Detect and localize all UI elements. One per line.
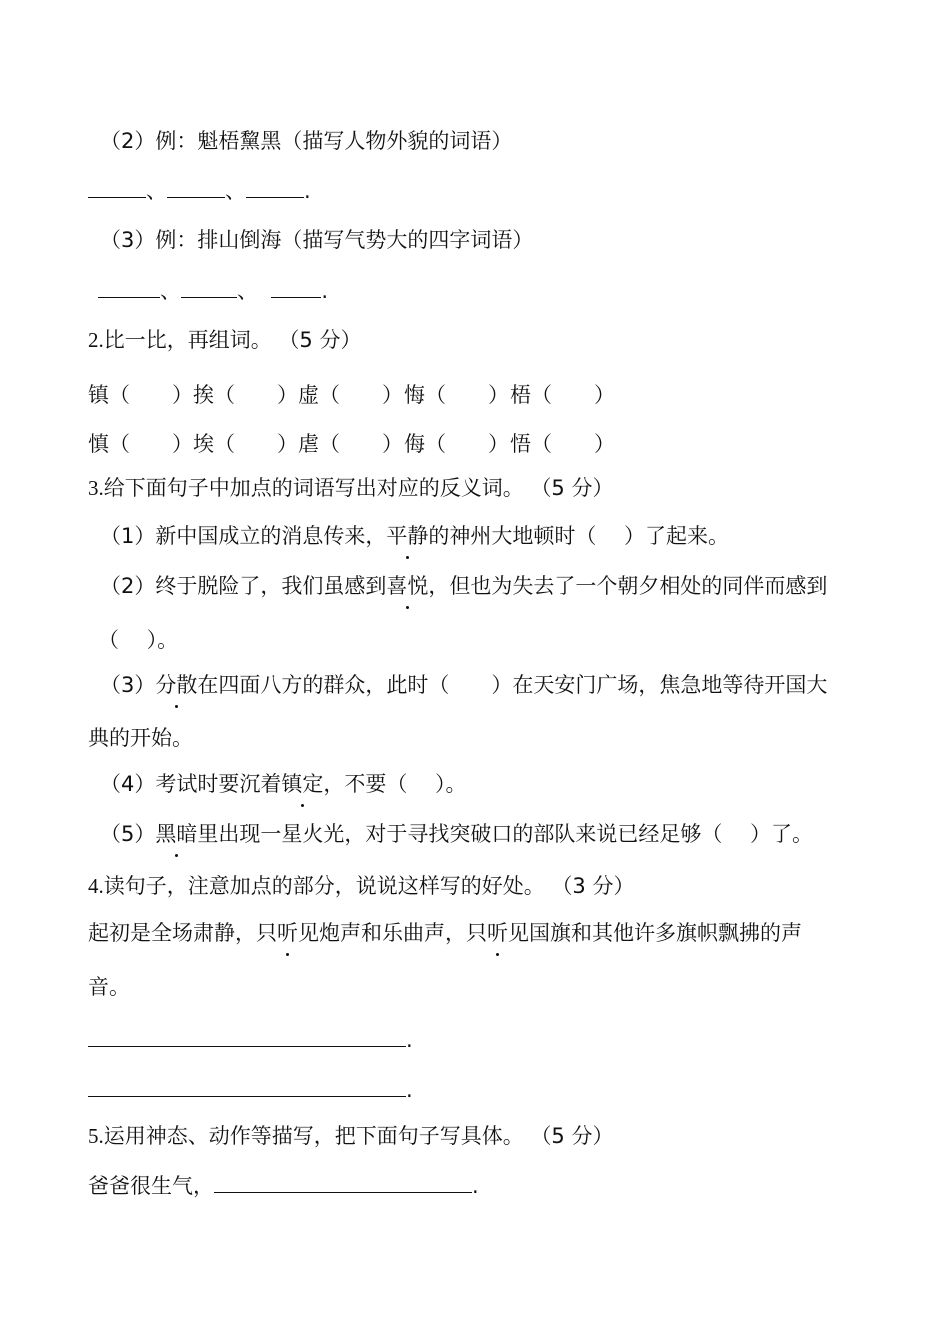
q1-item2-example: 魁梧黧黑: [197, 129, 282, 153]
q2-number: 2.: [88, 328, 104, 352]
q3-sentence-5: （5）黑暗里出现一星火光，对于寻找突破口的部队来说已经足够（ ）了。: [100, 822, 814, 846]
q2-item: 侮（ ）: [404, 432, 509, 456]
q4-heading: [88, 876, 634, 897]
q4-answer-line-1: .: [88, 1030, 413, 1051]
answer-blank[interactable]: [214, 1192, 472, 1193]
dotted-word: 分散: [155, 673, 198, 697]
q3-title: 给下面句子中加点的词语写出对应的反义词。: [103, 476, 524, 500]
q2-heading: [88, 330, 361, 351]
answer-blank[interactable]: [246, 197, 304, 198]
q2-item: 悔（ ）: [404, 383, 509, 407]
q1-item3-number: （3）: [100, 228, 156, 252]
answer-blank[interactable]: [88, 1046, 406, 1047]
q2-item: 镇（ ）: [88, 383, 193, 407]
q1-item3: [100, 230, 533, 251]
q3-sentence-1: （1）新中国成立的消息传来，平静的神州大地顿时（ ）了起来。: [100, 524, 730, 548]
answer-blank[interactable]: [181, 297, 237, 298]
dotted-word: 黑暗: [155, 822, 198, 846]
dotted-word: 平静: [386, 524, 429, 548]
q1-item2: [100, 131, 512, 152]
q2-item: 慎（ ）: [88, 432, 193, 456]
q2-item: 虐（ ）: [298, 432, 403, 456]
q3-sentence-4: （4）考试时要沉着镇定，不要（ ）。: [100, 772, 467, 796]
dotted-word: 镇定: [281, 772, 324, 796]
answer-blank[interactable]: [271, 297, 321, 298]
q3-heading: [88, 478, 613, 499]
q1-item2-answer-blanks: 、 、 .: [88, 181, 311, 202]
answer-blank[interactable]: [98, 297, 160, 298]
q1-item2-hint: （描写人物外貌的词语）: [281, 129, 513, 153]
q4-score: （3 分）: [551, 874, 635, 898]
q2-item: 悟（ ）: [510, 432, 615, 456]
q2-item: 挨（ ）: [193, 383, 298, 407]
q4-sentence-cont: 音。: [88, 975, 130, 999]
q4-title: 读句子，注意加点的部分，说说这样写的好处。: [103, 874, 545, 898]
answer-blank[interactable]: [88, 1096, 406, 1097]
q3-number: 3.: [88, 476, 104, 500]
q2-title: 比一比，再组词。: [103, 328, 272, 352]
q3-sentence-2-cont: （ ）。: [98, 628, 179, 652]
q1-item3-answer-blanks: 、 、 .: [98, 281, 328, 302]
q3-sentence-3: （3）分散在四面八方的群众，此时（ ）在天安门广场，焦急地等待开国大: [100, 673, 828, 697]
q1-item3-example: 排山倒海: [197, 228, 282, 252]
q1-item2-prefix: 例：: [155, 129, 198, 153]
q2-score: （5 分）: [278, 328, 362, 352]
q3-score: （5 分）: [530, 476, 614, 500]
dotted-word: 只听见: [466, 921, 529, 945]
q1-item3-hint: （描写气势大的四字词语）: [281, 228, 534, 252]
q5-score: （5 分）: [530, 1124, 614, 1148]
q2-item: 虚（ ）: [298, 383, 403, 407]
q1-item3-prefix: 例：: [155, 228, 198, 252]
dotted-word: 喜悦: [386, 574, 429, 598]
q3-sentence-3-cont: 典的开始。: [88, 726, 193, 750]
q2-item: 埃（ ）: [193, 432, 298, 456]
q5-sentence: 爸爸很生气， .: [88, 1174, 479, 1198]
answer-blank[interactable]: [88, 197, 146, 198]
q5-heading: [88, 1126, 613, 1147]
q4-number: 4.: [88, 874, 104, 898]
q2-item: 梧（ ）: [510, 383, 615, 407]
q1-item2-number: （2）: [100, 129, 156, 153]
dotted-word: 只听见: [256, 921, 319, 945]
q4-answer-line-2: .: [88, 1080, 413, 1101]
answer-blank[interactable]: [167, 197, 225, 198]
q5-number: 5.: [88, 1124, 104, 1148]
q5-title: 运用神态、动作等描写，把下面句子写具体。: [103, 1124, 524, 1148]
q3-sentence-2: （2）终于脱险了，我们虽感到喜悦，但也为失去了一个朝夕相处的同伴而感到: [100, 574, 828, 598]
q4-sentence: 起初是全场肃静，只听见炮声和乐曲声，只听见国旗和其他许多旗帜飘拂的声: [88, 921, 802, 945]
